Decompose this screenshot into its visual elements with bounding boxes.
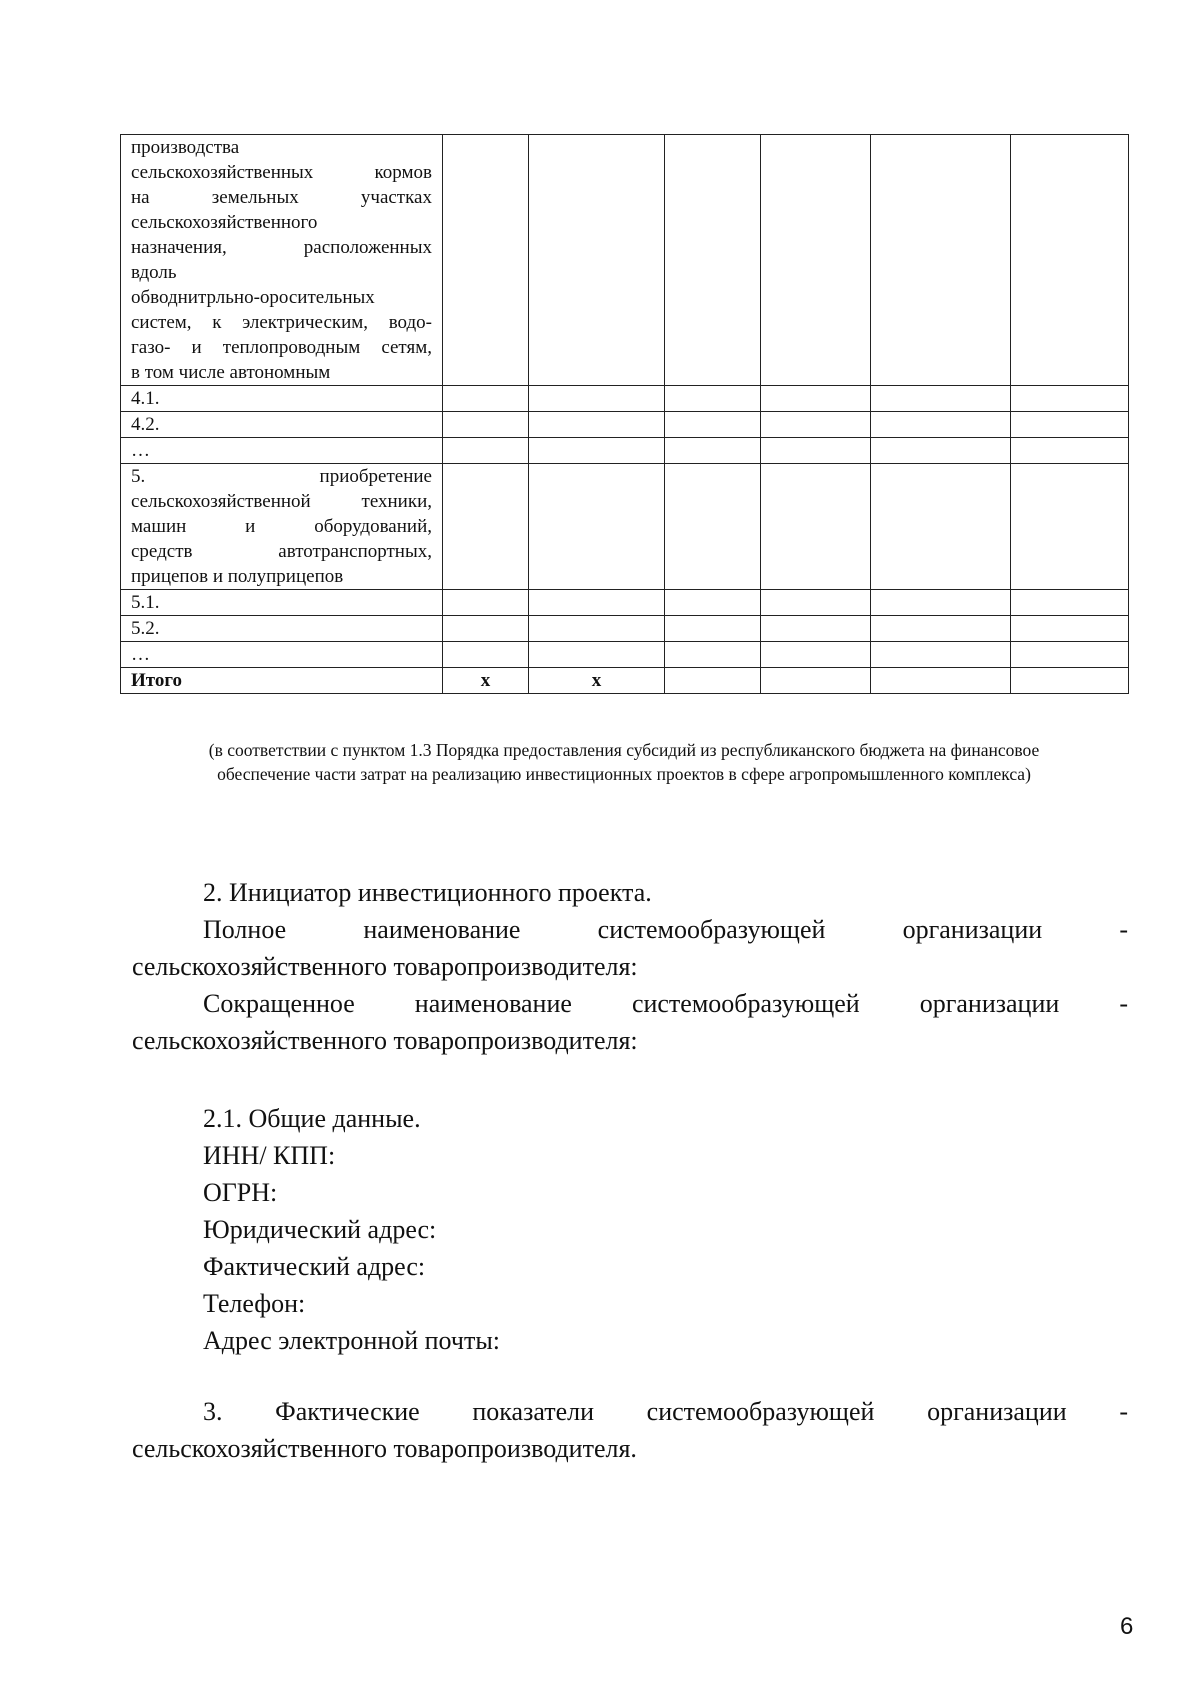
table-cell [1011,412,1129,438]
table-cell [529,616,665,642]
table-cell [871,590,1011,616]
description-line: назначения, расположенных [131,237,432,258]
table-cell [529,386,665,412]
table-cell [529,590,665,616]
table-cell [871,668,1011,694]
general-data-block [203,1100,500,1359]
row-description [121,616,443,642]
table-row [121,386,1129,412]
table-cell [1011,616,1129,642]
table-cell [1011,668,1129,694]
description-line: 5.2. [131,618,160,639]
description-line: машин и оборудований, [131,516,432,537]
table-cell [665,464,761,590]
table-cell [1011,438,1129,464]
description-line: вдоль [131,262,177,283]
table-cell [665,135,761,386]
table-row [121,438,1129,464]
table-cell [871,642,1011,668]
section-3-paragraph [132,1393,1128,1467]
description-line: в том числе автономным [131,362,331,383]
footnote-line-2: обеспечение части затрат на реализацию инвестиционных проектов в сфере агропромышленного комплекса) [217,764,1031,784]
total-label: Итого [121,668,443,694]
description-line: 5. приобретение [131,466,432,487]
row-description [121,438,443,464]
ogrn-label: ОГРН: [203,1178,278,1207]
table-row [121,412,1129,438]
email-label: Адрес электронной почты: [203,1326,501,1355]
description-line: сельскохозяйственной техники, [131,491,432,512]
table-row-total [121,668,1129,694]
row-description [121,386,443,412]
table-cell [665,386,761,412]
table-cell [529,412,665,438]
table-cell [443,135,529,386]
table-cell [761,386,871,412]
table-cell [871,135,1011,386]
table-cell [665,668,761,694]
table-grid [120,134,1129,694]
description-line: … [131,440,150,461]
table-row [121,616,1129,642]
table-cell [871,438,1011,464]
description-line: газо- и теплопроводным сетям, [131,337,432,358]
phone-label: Телефон: [203,1289,306,1318]
table-cell [443,438,529,464]
description-line: производства [131,137,240,158]
table-cell [529,642,665,668]
table-cell [761,464,871,590]
short-name-paragraph [132,985,1128,1059]
total-mark-2: x [529,668,665,694]
table-cell [665,412,761,438]
table-cell [443,464,529,590]
short-name-line-1: Сокращенное наименование системообразующей организации - [203,989,1128,1018]
row-description [121,412,443,438]
description-line: 4.2. [131,414,160,435]
table-footnote [120,738,1128,786]
description-line: обводнитрльно-оросительных [131,287,375,308]
legal-address-label: Юридический адрес: [203,1215,437,1244]
row-description [121,642,443,668]
description-line: сельскохозяйственных кормов [131,162,432,183]
table-row [121,464,1129,590]
section-2-heading: 2. Инициатор инвестиционного проекта. [203,878,652,907]
description-line: сельскохозяйственного [131,212,318,233]
table-cell [1011,590,1129,616]
section-3-line-1: 3. Фактические показатели системообразующей организации - [203,1397,1128,1426]
table-cell [443,386,529,412]
table-cell [529,438,665,464]
actual-address-label: Фактический адрес: [203,1252,426,1281]
row-description [121,590,443,616]
inn-kpp-label: ИНН/ КПП: [203,1141,336,1170]
table-row [121,135,1129,386]
description-line: систем, к электрическим, водо- [131,312,432,333]
table-cell [665,616,761,642]
table-cell [761,668,871,694]
full-name-line-1: Полное наименование системообразующей организации - [203,915,1128,944]
table-cell [1011,135,1129,386]
description-line: прицепов и полуприцепов [131,566,344,587]
row-description [121,135,443,386]
table-cell [871,464,1011,590]
page-number: 6 [1120,1613,1134,1640]
table-cell [871,412,1011,438]
description-line: … [131,644,150,665]
table-cell [443,616,529,642]
full-name-paragraph [132,911,1128,985]
table-cell [665,590,761,616]
table-cell [443,590,529,616]
total-mark-1: x [443,668,529,694]
table-cell [443,412,529,438]
general-data-heading: 2.1. Общие данные. [203,1104,421,1133]
description-line: средств автотранспортных, [131,541,432,562]
description-line: 4.1. [131,388,160,409]
table-cell [761,135,871,386]
table-cell [761,412,871,438]
short-name-line-2: сельскохозяйственного товаропроизводителя: [132,1026,638,1055]
table-cell [761,590,871,616]
investment-directions-table [120,134,1128,694]
table-cell [871,386,1011,412]
table-cell [665,642,761,668]
table-cell [1011,464,1129,590]
table-cell [529,135,665,386]
table-row [121,590,1129,616]
table-cell [871,616,1011,642]
table-cell [761,616,871,642]
footnote-line-1: (в соответствии с пунктом 1.3 Порядка предоставления субсидий из республиканского бюджета на финансовое [208,740,1040,760]
description-line: на земельных участках [131,187,432,208]
table-cell [665,438,761,464]
table-cell [529,464,665,590]
table-cell [761,438,871,464]
full-name-line-2: сельскохозяйственного товаропроизводителя: [132,952,638,981]
table-row [121,642,1129,668]
row-description [121,464,443,590]
table-cell [1011,642,1129,668]
table-cell [443,642,529,668]
table-cell [1011,386,1129,412]
table-cell [761,642,871,668]
description-line: 5.1. [131,592,160,613]
section-3-line-2: сельскохозяйственного товаропроизводителя. [132,1434,637,1463]
